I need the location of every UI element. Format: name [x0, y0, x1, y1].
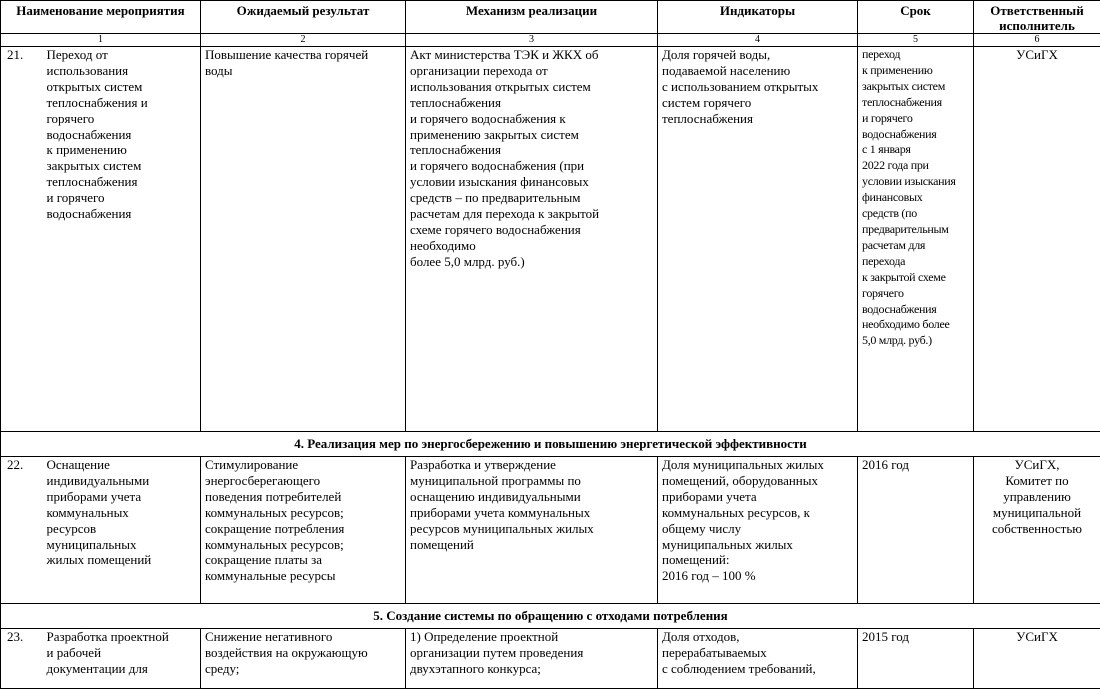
- section-row: [1, 604, 1100, 629]
- section-row: [1, 432, 1100, 457]
- indicators: Доля горячей воды, подаваемой населению с использованием открытых систем горячего теплоснабжения: [658, 47, 858, 432]
- column-number: 4: [658, 34, 858, 47]
- header-row: [1, 1, 1100, 34]
- term: 2015 год: [858, 629, 974, 689]
- column-number: 1: [1, 34, 201, 47]
- row-number: 21.: [1, 47, 43, 432]
- measure-name: Переход от использования открытых систем теплоснабжения и горячего водоснабжения к применению закрытых систем теплоснабжения и горячего водоснабжения: [43, 47, 201, 432]
- section-title: 5. Создание системы по обращению с отходами потребления: [1, 604, 1100, 629]
- mechanism: 1) Определение проектной организации путем проведения двухэтапного конкурса;: [406, 629, 658, 689]
- expected-result: Снижение негативного воздействия на окружающую среду;: [201, 629, 406, 689]
- indicators: Доля муниципальных жилых помещений, оборудованных приборами учета коммунальных ресурсов, к общему числу муниципальных жилых помещений: 2016 год – 100 %: [658, 457, 858, 604]
- header-term: Срок: [858, 1, 974, 34]
- column-number: 6: [974, 34, 1100, 47]
- header-executor: Ответственный исполнитель: [974, 1, 1100, 34]
- row-number: 22.: [1, 457, 43, 604]
- table-row: [1, 629, 1100, 689]
- table-row: [1, 47, 1100, 432]
- executor: УСиГХ, Комитет по управлению муниципальной собственностью: [974, 457, 1100, 604]
- header-mechanism: Механизм реализации: [406, 1, 658, 34]
- column-numbers-row: [1, 34, 1100, 47]
- measure-name: Разработка проектной и рабочей документации для: [43, 629, 201, 689]
- expected-result: Повышение качества горячей воды: [201, 47, 406, 432]
- row-number: 23.: [1, 629, 43, 689]
- executor: УСиГХ: [974, 629, 1100, 689]
- executor: УСиГХ: [974, 47, 1100, 432]
- section-title: 4. Реализация мер по энергосбережению и повышению энергетической эффективности: [1, 432, 1100, 457]
- expected-result: Стимулирование энергосберегающего поведения потребителей коммунальных ресурсов; сокращение потребления коммунальных ресурсов; сокращение платы за коммунальные ресурсы: [201, 457, 406, 604]
- measure-name: Оснащение индивидуальными приборами учета коммунальных ресурсов муниципальных жилых помещений: [43, 457, 201, 604]
- column-number: 3: [406, 34, 658, 47]
- header-name: Наименование мероприятия: [1, 1, 201, 34]
- indicators: Доля отходов, перерабатываемых с соблюдением требований,: [658, 629, 858, 689]
- table-row: [1, 457, 1100, 604]
- term: переход к применению закрытых систем теплоснабжения и горячего водоснабжения с 1 января 2022 года при условии изыскания финансовых средств (по предварительным расчетам для перехода к закрытой схеме горячего водоснабжения необходимо более 5,0 млрд. руб.): [858, 47, 974, 432]
- mechanism: Акт министерства ТЭК и ЖКХ об организации перехода от использования открытых систем теплоснабжения и горячего водоснабжения к применению закрытых систем теплоснабжения и горячего водоснабжения (при условии изыскания финансовых средств – по предварительным расчетам для перехода к закрытой схеме горячего водоснабжения необходимо более 5,0 млрд. руб.): [406, 47, 658, 432]
- column-number: 2: [201, 34, 406, 47]
- term: 2016 год: [858, 457, 974, 604]
- header-result: Ожидаемый результат: [201, 1, 406, 34]
- header-indicators: Индикаторы: [658, 1, 858, 34]
- mechanism: Разработка и утверждение муниципальной программы по оснащению индивидуальными приборами учета коммунальных ресурсов муниципальных жилых помещений: [406, 457, 658, 604]
- column-number: 5: [858, 34, 974, 47]
